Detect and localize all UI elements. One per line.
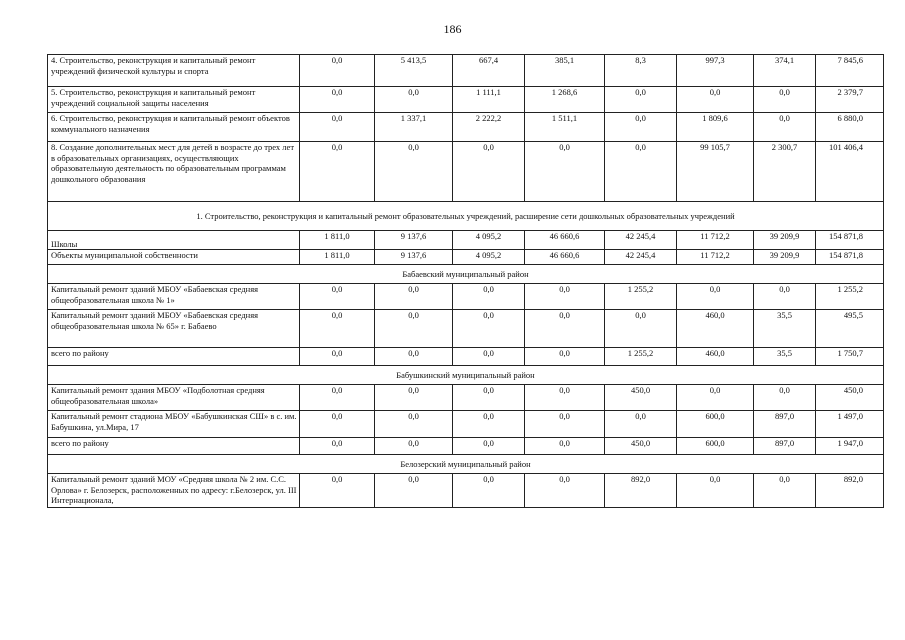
value-cell: 0,0: [453, 348, 525, 366]
value-cell: 0,0: [677, 87, 754, 113]
section-header-row: [48, 455, 884, 474]
value-cell: 997,3: [677, 55, 754, 87]
value-cell: 2 300,7: [754, 142, 816, 202]
table-row: [48, 348, 884, 366]
value-cell: 0,0: [525, 310, 605, 348]
value-cell: 450,0: [605, 438, 677, 455]
value-cell: 1 255,2: [605, 348, 677, 366]
value-cell: 0,0: [605, 411, 677, 438]
value-cell: 667,4: [453, 55, 525, 87]
value-cell: 897,0: [754, 438, 816, 455]
value-cell: 0,0: [300, 385, 375, 411]
value-cell: 0,0: [453, 310, 525, 348]
value-cell: 0,0: [754, 113, 816, 142]
table-row: [48, 438, 884, 455]
budget-table: [47, 54, 884, 508]
value-cell: 1 947,0: [816, 438, 884, 455]
value-cell: 0,0: [300, 348, 375, 366]
value-cell: 0,0: [453, 284, 525, 310]
value-cell: 2 379,7: [816, 87, 884, 113]
row-label: 8. Создание дополнительных мест для детей в возрасте до трех лет в образовательных организациях, осуществляющих образовательную деятельность по образовательным программам дошкольного образования: [48, 142, 300, 202]
value-cell: 4 095,2: [453, 250, 525, 265]
table-row: [48, 284, 884, 310]
value-cell: 0,0: [375, 310, 453, 348]
value-cell: 0,0: [300, 113, 375, 142]
value-cell: 897,0: [754, 411, 816, 438]
row-label: Капитальный ремонт зданий МОУ «Средняя школа № 2 им. С.С. Орлова» г. Белозерск, расположенных по адресу: г.Белозерск, ул. III Интернационала,: [48, 474, 300, 508]
value-cell: 0,0: [605, 310, 677, 348]
value-cell: 0,0: [754, 474, 816, 508]
section-header: Белозерский муниципальный район: [48, 455, 884, 474]
value-cell: 0,0: [375, 438, 453, 455]
row-label: всего по району: [48, 348, 300, 366]
value-cell: 99 105,7: [677, 142, 754, 202]
value-cell: 0,0: [453, 438, 525, 455]
value-cell: 42 245,4: [605, 231, 677, 250]
value-cell: 0,0: [375, 142, 453, 202]
value-cell: 9 137,6: [375, 231, 453, 250]
value-cell: 0,0: [605, 113, 677, 142]
value-cell: 385,1: [525, 55, 605, 87]
value-cell: 892,0: [605, 474, 677, 508]
row-label: 6. Строительство, реконструкция и капитальный ремонт объектов коммунального назначения: [48, 113, 300, 142]
section-header: 1. Строительство, реконструкция и капитальный ремонт образовательных учреждений, расширение сети дошкольных образовательных учреждений: [48, 202, 884, 231]
row-label: всего по району: [48, 438, 300, 455]
value-cell: 0,0: [300, 142, 375, 202]
value-cell: 0,0: [677, 385, 754, 411]
value-cell: 600,0: [677, 438, 754, 455]
value-cell: 1 497,0: [816, 411, 884, 438]
section-header-row: [48, 265, 884, 284]
value-cell: 374,1: [754, 55, 816, 87]
value-cell: 35,5: [754, 348, 816, 366]
value-cell: 1 111,1: [453, 87, 525, 113]
value-cell: 0,0: [677, 284, 754, 310]
row-label: Объекты муниципальной собственности: [48, 250, 300, 265]
value-cell: 35,5: [754, 310, 816, 348]
value-cell: 0,0: [525, 474, 605, 508]
value-cell: 0,0: [525, 284, 605, 310]
value-cell: 0,0: [375, 474, 453, 508]
section-header: Бабаевский муниципальный район: [48, 265, 884, 284]
value-cell: 0,0: [375, 87, 453, 113]
value-cell: 0,0: [300, 284, 375, 310]
value-cell: 154 871,8: [816, 250, 884, 265]
value-cell: 450,0: [816, 385, 884, 411]
table-row: [48, 231, 884, 250]
value-cell: 1 811,0: [300, 231, 375, 250]
table-row: [48, 385, 884, 411]
table-body: [48, 55, 884, 508]
table-row: [48, 87, 884, 113]
value-cell: 1 337,1: [375, 113, 453, 142]
value-cell: 0,0: [754, 87, 816, 113]
value-cell: 154 871,8: [816, 231, 884, 250]
value-cell: 6 880,0: [816, 113, 884, 142]
value-cell: 9 137,6: [375, 250, 453, 265]
row-label: Школы: [48, 231, 300, 250]
value-cell: 1 750,7: [816, 348, 884, 366]
value-cell: 46 660,6: [525, 250, 605, 265]
value-cell: 0,0: [453, 385, 525, 411]
value-cell: 0,0: [300, 55, 375, 87]
value-cell: 892,0: [816, 474, 884, 508]
row-label: 5. Строительство, реконструкция и капитальный ремонт учреждений социальной защиты населения: [48, 87, 300, 113]
value-cell: 1 511,1: [525, 113, 605, 142]
value-cell: 1 268,6: [525, 87, 605, 113]
section-header-row: [48, 366, 884, 385]
section-header: Бабушкинский муниципальный район: [48, 366, 884, 385]
value-cell: 11 712,2: [677, 231, 754, 250]
value-cell: 2 222,2: [453, 113, 525, 142]
value-cell: 39 209,9: [754, 250, 816, 265]
value-cell: 460,0: [677, 348, 754, 366]
value-cell: 460,0: [677, 310, 754, 348]
value-cell: 600,0: [677, 411, 754, 438]
row-label: Капитальный ремонт зданий МБОУ «Бабаевская средняя общеобразовательная школа № 1»: [48, 284, 300, 310]
value-cell: 0,0: [453, 142, 525, 202]
value-cell: 0,0: [525, 385, 605, 411]
value-cell: 46 660,6: [525, 231, 605, 250]
value-cell: 495,5: [816, 310, 884, 348]
value-cell: 1 255,2: [605, 284, 677, 310]
value-cell: 42 245,4: [605, 250, 677, 265]
page-number: 186: [443, 22, 462, 36]
row-label: Капитальный ремонт зданий МБОУ «Бабаевская средняя общеобразовательная школа № 65» г. Бабаево: [48, 310, 300, 348]
value-cell: 4 095,2: [453, 231, 525, 250]
value-cell: 0,0: [300, 310, 375, 348]
table-row: [48, 113, 884, 142]
value-cell: 0,0: [300, 474, 375, 508]
value-cell: 5 413,5: [375, 55, 453, 87]
value-cell: 0,0: [525, 411, 605, 438]
row-label: 4. Строительство, реконструкция и капитальный ремонт учреждений физической культуры и спорта: [48, 55, 300, 87]
value-cell: 0,0: [300, 87, 375, 113]
table-row: [48, 250, 884, 265]
value-cell: 0,0: [375, 385, 453, 411]
value-cell: 0,0: [375, 348, 453, 366]
value-cell: 0,0: [375, 411, 453, 438]
table-row: [48, 411, 884, 438]
section-header-row: [48, 202, 884, 231]
value-cell: 101 406,4: [816, 142, 884, 202]
table-row: [48, 55, 884, 87]
value-cell: 0,0: [300, 411, 375, 438]
value-cell: 0,0: [754, 385, 816, 411]
value-cell: 7 845,6: [816, 55, 884, 87]
value-cell: 0,0: [453, 411, 525, 438]
table-row: [48, 310, 884, 348]
value-cell: 1 255,2: [816, 284, 884, 310]
table-row: [48, 474, 884, 508]
value-cell: 1 811,0: [300, 250, 375, 265]
value-cell: 0,0: [300, 438, 375, 455]
value-cell: 0,0: [525, 142, 605, 202]
value-cell: 450,0: [605, 385, 677, 411]
table-row: [48, 142, 884, 202]
value-cell: 39 209,9: [754, 231, 816, 250]
value-cell: 0,0: [453, 474, 525, 508]
value-cell: 0,0: [525, 438, 605, 455]
value-cell: 8,3: [605, 55, 677, 87]
value-cell: 0,0: [605, 142, 677, 202]
value-cell: 0,0: [754, 284, 816, 310]
value-cell: 0,0: [677, 474, 754, 508]
value-cell: 0,0: [525, 348, 605, 366]
value-cell: 0,0: [375, 284, 453, 310]
value-cell: 0,0: [605, 87, 677, 113]
value-cell: 11 712,2: [677, 250, 754, 265]
row-label: Капитальный ремонт здания МБОУ «Подболотная средняя общеобразовательная школа»: [48, 385, 300, 411]
value-cell: 1 809,6: [677, 113, 754, 142]
row-label: Капитальный ремонт стадиона МБОУ «Бабушкинская СШ» в с. им. Бабушкина, ул.Мира, 17: [48, 411, 300, 438]
